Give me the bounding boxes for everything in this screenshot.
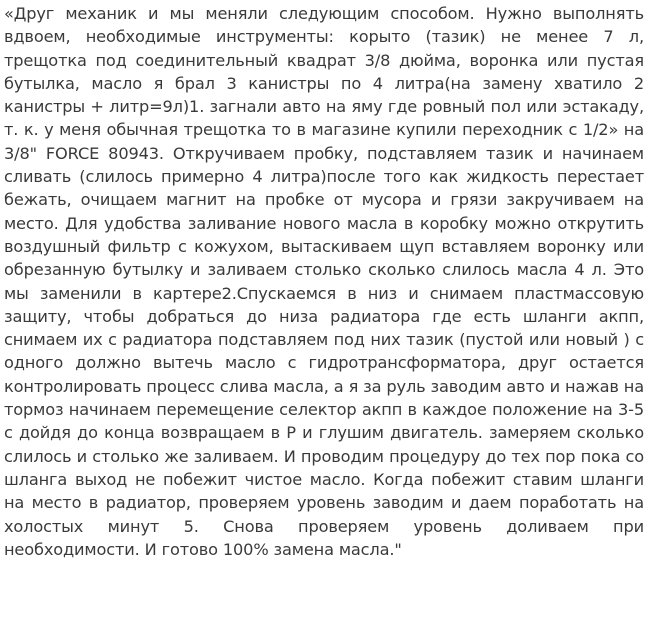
quote-text: «Друг механик и мы меняли следующим способом. Нужно выполнять вдвоем, необходимые инструменты: корыто (тазик) не менее 7 л, трещотка под соединительный квадрат 3/8 дюйма, воронка или пустая бутылка, масло я брал 3 канистры по 4 литра(на замену хватило 2 канистры + литр=9л)1. загнали авто на яму где ровный пол или эстакаду, т. к. у меня обычная трещотка то в магазине купили переходник с 1/2» на 3/8" FORCE 80943. Откручиваем пробку, подставляем тазик и начинаем сливать (слилось примерно 4 литра)после того как жидкость перестает бежать, очищаем магнит на пробке от мусора и грязи закручиваем на место. Для удобства заливание нового масла в коробку можно открутить воздушный фильтр с кожухом, вытаскиваем щуп вставляем воронку или обрезанную бутылку и заливаем столько сколько слилось масла 4 л. Это мы заменили в картере2.Спускаемся в низ и снимаем пластмассовую защиту, чтобы добраться до низа радиатора где есть шланги акпп, снимаем их с радиатора подставляем под них тазик (пустой или новый ) с одного должно вытечь масло с гидротрансформатора, друг остается контролировать процесс слива масла, а я за руль заводим авто и нажав на тормоз начинаем перемещение селектор акпп в каждое положение на 3-5 с дойдя до конца возвращаем в Р и глушим двигатель. замеряем сколько слилось и столько же заливаем. И проводим процедуру до тех пор пока со шланга выход не побежит чистое масло. Когда побежит ставим шланги на место в радиатор, проверяем уровень заводим и даем поработать на холостых минут 5. Снова проверяем уровень доливаем при необходимости. И готово 100% замена масла." <box>4 4 644 559</box>
quote-block <box>4 2 644 561</box>
